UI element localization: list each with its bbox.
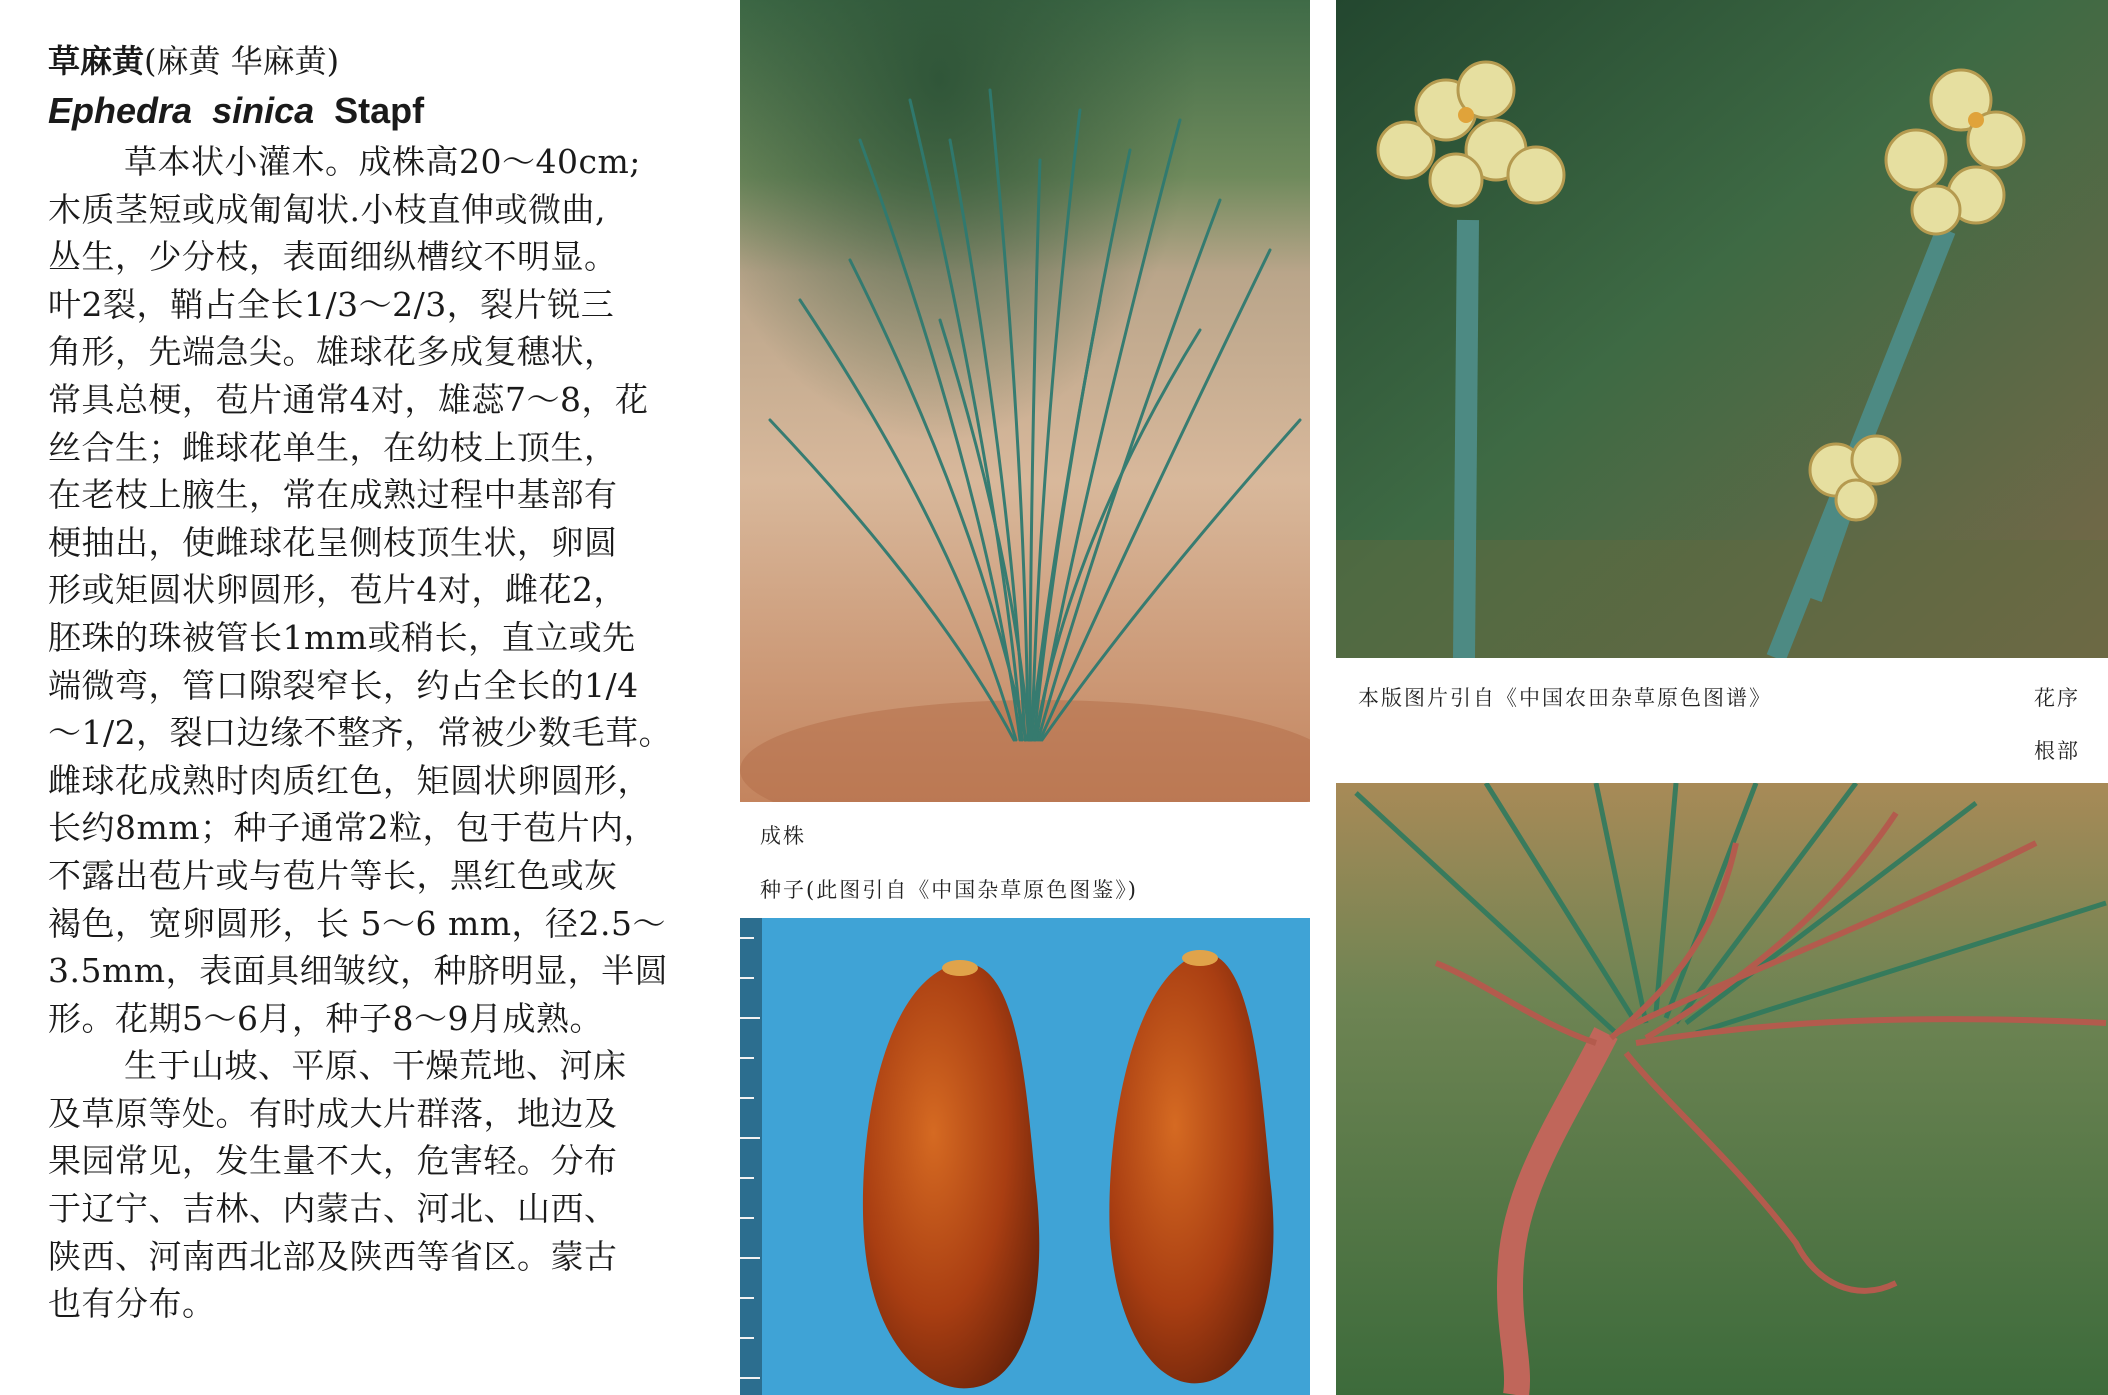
habitat-line: 也有分布。 — [48, 1284, 216, 1324]
caption-whole-plant: 成株 — [760, 824, 806, 848]
habitat-line: 及草原等处。有时成大片群落，地边及 — [48, 1093, 618, 1133]
description-line: 角形，先端急尖。雄球花多成复穗状， — [48, 332, 618, 372]
description-line: 草本状小灌木。成株高20～40cm; — [124, 142, 641, 181]
description-line: ～1/2，裂口边缘不整齐，常被少数毛茸。 — [48, 713, 673, 753]
description-line: 端微弯，管口隙裂窄长，约占全长的1/4 — [48, 665, 639, 705]
habitat-line: 于辽宁、吉林、内蒙古、河北、山西、 — [48, 1189, 618, 1229]
description-line: 褐色，宽卵圆形，长 5～6 mm，径2.5～ — [48, 903, 667, 943]
description-line: 3.5mm，表面具细皱纹，种脐明显，半圆 — [48, 951, 669, 991]
caption-image-source: 本版图片引自《中国农田杂草原色图谱》 — [1358, 686, 1772, 710]
chinese-name: 草麻黄 — [48, 42, 145, 80]
caption-root: 根部 — [2034, 739, 2080, 763]
species-description — [48, 38, 702, 1328]
caption-seeds: 种子(此图引自《中国杂草原色图鉴》) — [760, 878, 1138, 902]
habitat-line: 果园常见，发生量不大，危害轻。分布 — [48, 1141, 618, 1181]
description-line: 长约8mm；种子通常2粒，包于苞片内， — [48, 808, 658, 848]
description-line: 叶2裂，鞘占全长1/3～2/3，裂片锐三 — [48, 284, 615, 324]
description-line: 不露出苞片或与苞片等长，黑红色或灰 — [48, 855, 618, 895]
description-line: 在老枝上腋生，常在成熟过程中基部有 — [48, 475, 618, 515]
description-line: 丛生，少分枝，表面细纵槽纹不明显。 — [48, 237, 618, 277]
latin-author: Stapf — [334, 90, 425, 131]
description-line: 丝合生；雌球花单生，在幼枝上顶生， — [48, 427, 618, 467]
description-line: 常具总梗，苞片通常4对，雄蕊7～8，花 — [48, 379, 649, 419]
whole-plant-photo — [740, 0, 1310, 802]
description-line: 雌球花成熟时肉质红色，矩圆状卵圆形， — [48, 760, 651, 800]
alias-names: (麻黄 华麻黄) — [144, 42, 340, 80]
habitat-line: 生于山坡、平原、干燥荒地、河床 — [124, 1046, 627, 1086]
latin-genus: Ephedra — [48, 90, 193, 131]
inflorescence-photo — [1336, 0, 2108, 658]
description-line: 木质茎短或成匍匐状.小枝直伸或微曲, — [48, 189, 606, 229]
species-title — [48, 38, 702, 84]
description-line: 形。花期5～6月，种子8～9月成熟。 — [48, 998, 603, 1038]
caption-inflorescence: 花序 — [2034, 686, 2080, 710]
description-line: 梗抽出，使雌球花呈侧枝顶生状，卵圆 — [48, 522, 618, 562]
description-line: 胚珠的珠被管长1mm或稍长，直立或先 — [48, 617, 636, 657]
habitat-line: 陕西、河南西北部及陕西等省区。蒙古 — [48, 1236, 618, 1276]
seeds-photo — [740, 918, 1310, 1395]
latin-name — [48, 84, 702, 138]
description-line: 形或矩圆状卵圆形，苞片4对，雌花2， — [48, 570, 627, 610]
latin-species: sinica — [212, 90, 315, 131]
root-photo — [1336, 783, 2108, 1395]
